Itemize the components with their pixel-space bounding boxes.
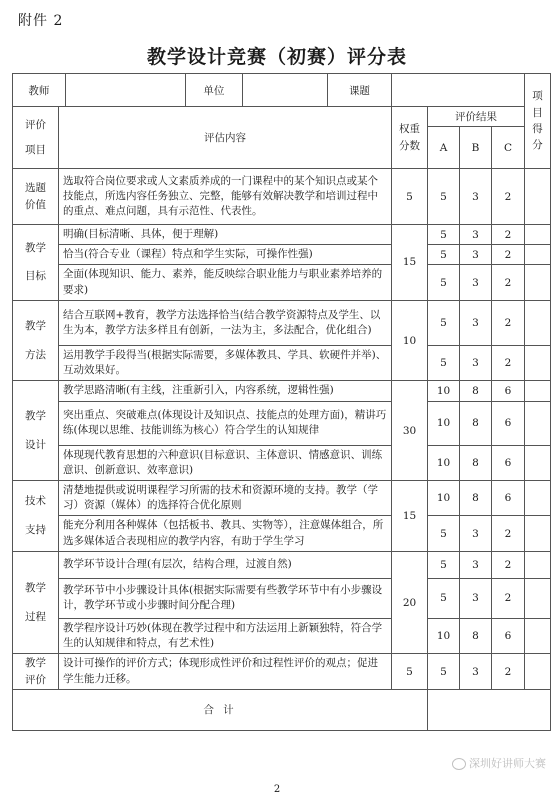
item-score-field[interactable] bbox=[525, 225, 551, 245]
weight-cell: 5 bbox=[392, 169, 428, 225]
grade-b-score: 3 bbox=[460, 345, 492, 380]
teacher-field[interactable] bbox=[65, 74, 185, 106]
table-row bbox=[13, 516, 551, 551]
grade-a-score: 10 bbox=[428, 401, 460, 445]
category-line: 选题 bbox=[25, 181, 46, 194]
grade-c-header: C bbox=[492, 127, 525, 169]
criteria-text: 突出重点、突破难点(体现设计及知识点、技能点的处理方面)，精讲巧练(体现以思维、技能训练为核心）符合学生的认知规律 bbox=[59, 401, 392, 445]
criteria-text: 教学环节中小步骤设计具体(根据实际需要有些教学环节中有小步骤设计，教学环节或小步骤时间分配合理) bbox=[59, 578, 392, 618]
grade-c-score: 2 bbox=[492, 225, 525, 245]
item-score-char: 项 bbox=[532, 90, 543, 103]
grade-c-score: 6 bbox=[492, 401, 525, 445]
weight-cell: 10 bbox=[392, 300, 428, 380]
item-score-field[interactable] bbox=[525, 551, 551, 578]
grade-a-score: 10 bbox=[428, 618, 460, 653]
item-score-field[interactable] bbox=[525, 169, 551, 225]
grade-c-score: 2 bbox=[492, 245, 525, 265]
content-header: 评估内容 bbox=[59, 107, 392, 169]
criteria-text: 运用教学手段得当(根据实际需要，多媒体教具、学具、软硬件并举)、互动效果好。 bbox=[59, 345, 392, 380]
category-line: 教学 bbox=[25, 409, 46, 422]
grade-a-score: 5 bbox=[428, 265, 460, 300]
category-cell bbox=[13, 300, 59, 380]
grade-b-score: 3 bbox=[460, 169, 492, 225]
item-score-field[interactable] bbox=[525, 300, 551, 345]
annex-label: 附件 2 bbox=[18, 13, 64, 29]
grade-a-score: 5 bbox=[428, 225, 460, 245]
page-title: 教学设计竞赛（初赛）评分表 bbox=[146, 46, 407, 68]
table-row bbox=[13, 265, 551, 300]
grade-a-score: 5 bbox=[428, 516, 460, 551]
grade-a-score: 5 bbox=[428, 169, 460, 225]
criteria-text: 恰当(符合专业（课程）特点和学生实际，可操作性强) bbox=[59, 245, 392, 265]
item-score-char: 得 bbox=[532, 123, 543, 135]
page-number: 2 bbox=[273, 784, 281, 795]
grade-c-score: 2 bbox=[492, 265, 525, 300]
criteria-text: 明确(目标清晰、具体，便于理解) bbox=[59, 225, 392, 245]
criteria-text: 能充分利用各种媒体（包括板书、教具、实物等），注意媒体组合，所选多媒体适合表现相应的教学内容，有助于学生学习 bbox=[59, 516, 392, 551]
grade-b-score: 3 bbox=[460, 578, 492, 618]
info-cell bbox=[13, 74, 392, 107]
grade-a-score: 5 bbox=[428, 551, 460, 578]
criteria-text: 设计可操作的评价方式；体现形成性评价和过程性评价的观点；促进学生能力迁移。 bbox=[59, 654, 392, 689]
grade-c-score: 2 bbox=[492, 345, 525, 380]
category-line: 教学 bbox=[25, 241, 46, 254]
grade-c-score: 2 bbox=[492, 516, 525, 551]
table-row bbox=[13, 345, 551, 380]
score-table bbox=[12, 73, 551, 731]
grade-a-score: 5 bbox=[428, 578, 460, 618]
watermark bbox=[452, 755, 546, 771]
grade-b-score: 3 bbox=[460, 265, 492, 300]
table-row bbox=[13, 169, 551, 225]
grade-b-score: 3 bbox=[460, 300, 492, 345]
info-row bbox=[13, 74, 551, 107]
wechat-icon bbox=[452, 758, 466, 770]
weight-cell: 20 bbox=[392, 551, 428, 653]
grade-a-score: 5 bbox=[428, 654, 460, 689]
watermark-text: 深圳好讲师大赛 bbox=[469, 757, 546, 770]
category-line: 教学 bbox=[25, 656, 46, 669]
weight-header-line: 权重 bbox=[399, 122, 420, 135]
category-line: 设计 bbox=[25, 438, 46, 451]
unit-field[interactable] bbox=[242, 74, 327, 106]
item-score-field[interactable] bbox=[525, 245, 551, 265]
criteria-text: 教学环节设计合理(有层次，结构合理，过渡自然) bbox=[59, 551, 392, 578]
weight-cell: 5 bbox=[392, 654, 428, 689]
grade-c-score: 2 bbox=[492, 578, 525, 618]
item-score-field[interactable] bbox=[525, 401, 551, 445]
item-score-field[interactable] bbox=[525, 618, 551, 653]
total-row bbox=[13, 689, 551, 730]
teacher-label: 教师 bbox=[13, 74, 65, 106]
category-line: 教学 bbox=[25, 319, 46, 332]
grade-b-score: 3 bbox=[460, 654, 492, 689]
table-row bbox=[13, 401, 551, 445]
table-row bbox=[13, 381, 551, 401]
grade-b-score: 3 bbox=[460, 225, 492, 245]
category-header-line: 项目 bbox=[25, 143, 46, 156]
category-cell bbox=[13, 381, 59, 481]
grade-b-score: 3 bbox=[460, 551, 492, 578]
grade-b-header: B bbox=[460, 127, 492, 169]
category-cell bbox=[13, 654, 59, 689]
grade-c-score: 2 bbox=[492, 551, 525, 578]
table-row bbox=[13, 618, 551, 653]
item-score-field[interactable] bbox=[525, 381, 551, 401]
grade-c-score: 6 bbox=[492, 445, 525, 480]
table-row bbox=[13, 445, 551, 480]
table-row bbox=[13, 551, 551, 578]
grade-c-score: 6 bbox=[492, 480, 525, 515]
grade-b-score: 3 bbox=[460, 245, 492, 265]
category-cell bbox=[13, 551, 59, 653]
grade-c-score: 6 bbox=[492, 618, 525, 653]
item-score-char: 目 bbox=[532, 106, 543, 119]
criteria-text: 清楚地提供或说明课程学习所需的技术和资源环境的支持。教学（学习）资源（媒体）的选择符合优化原则 bbox=[59, 480, 392, 515]
criteria-text: 结合互联网+教育，教学方法选择恰当(结合教学资源特点及学生、以生为本，教学方法多样且有创新，一法为主，多法配合，优化组合) bbox=[59, 300, 392, 345]
grade-b-score: 8 bbox=[460, 480, 492, 515]
item-score-field[interactable] bbox=[525, 516, 551, 551]
category-header bbox=[13, 107, 59, 169]
item-score-field[interactable] bbox=[525, 265, 551, 300]
weight-cell: 15 bbox=[392, 480, 428, 551]
grade-c-score: 2 bbox=[492, 300, 525, 345]
grade-a-score: 10 bbox=[428, 381, 460, 401]
table-row bbox=[13, 480, 551, 515]
table-row bbox=[13, 578, 551, 618]
grade-a-score: 5 bbox=[428, 345, 460, 380]
category-cell bbox=[13, 225, 59, 301]
topic-field[interactable] bbox=[392, 74, 525, 107]
category-line: 价值 bbox=[25, 198, 46, 211]
weight-cell: 15 bbox=[392, 225, 428, 301]
criteria-text: 选取符合岗位要求或人文素质养成的一门课程中的某个知识点或某个技能点，所选内容任务独立、完整，能够有效解决教学和培训过程中的重点、难点问题，具有示范性、代表性。 bbox=[59, 169, 392, 225]
criteria-text: 全面(体现知识、能力、素养，能反映综合职业能力与职业素养培养的要求) bbox=[59, 265, 392, 300]
criteria-text: 教学程序设计巧妙(体现在教学过程中和方法运用上新颖独特，符合学生的认知规律和特点，有艺术性) bbox=[59, 618, 392, 653]
grade-b-score: 8 bbox=[460, 401, 492, 445]
grade-c-score: 2 bbox=[492, 654, 525, 689]
category-cell bbox=[13, 169, 59, 225]
grade-a-header: A bbox=[428, 127, 460, 169]
unit-label: 单位 bbox=[186, 74, 243, 106]
item-score-field[interactable] bbox=[525, 445, 551, 480]
criteria-text: 教学思路清晰(有主线，注重新引入，内容系统，逻辑性强) bbox=[59, 381, 392, 401]
grade-a-score: 10 bbox=[428, 480, 460, 515]
grade-c-score: 2 bbox=[492, 169, 525, 225]
table-row bbox=[13, 300, 551, 345]
grade-b-score: 8 bbox=[460, 618, 492, 653]
item-score-header bbox=[525, 74, 551, 169]
item-score-field[interactable] bbox=[525, 654, 551, 689]
category-header-line: 评价 bbox=[25, 118, 46, 131]
weight-header bbox=[392, 107, 428, 169]
category-line: 技术 bbox=[25, 495, 46, 508]
total-label: 合 计 bbox=[13, 689, 428, 730]
total-score-field[interactable] bbox=[428, 689, 551, 730]
item-score-field[interactable] bbox=[525, 480, 551, 515]
category-line: 目标 bbox=[25, 270, 46, 283]
category-line: 评价 bbox=[25, 673, 46, 686]
category-line: 过程 bbox=[25, 610, 46, 623]
item-score-field[interactable] bbox=[525, 578, 551, 618]
table-row bbox=[13, 225, 551, 245]
category-line: 教学 bbox=[25, 581, 46, 594]
weight-header-line: 分数 bbox=[399, 139, 420, 152]
header-row bbox=[13, 107, 551, 127]
category-line: 支持 bbox=[25, 523, 46, 536]
table-row bbox=[13, 245, 551, 265]
topic-label: 课题 bbox=[348, 84, 370, 97]
weight-cell: 30 bbox=[392, 381, 428, 481]
result-header: 评价结果 bbox=[428, 107, 525, 127]
grade-a-score: 5 bbox=[428, 300, 460, 345]
category-cell bbox=[13, 480, 59, 551]
item-score-field[interactable] bbox=[525, 345, 551, 380]
table-row bbox=[13, 654, 551, 689]
grade-c-score: 6 bbox=[492, 381, 525, 401]
grade-a-score: 10 bbox=[428, 445, 460, 480]
item-score-char: 分 bbox=[532, 139, 543, 152]
grade-b-score: 8 bbox=[460, 445, 492, 480]
grade-b-score: 3 bbox=[460, 516, 492, 551]
category-line: 方法 bbox=[25, 348, 46, 361]
criteria-text: 体现现代教育思想的六种意识(目标意识、主体意识、情感意识、训练意识、创新意识、效率意识) bbox=[59, 445, 392, 480]
grade-b-score: 8 bbox=[460, 381, 492, 401]
grade-a-score: 5 bbox=[428, 245, 460, 265]
